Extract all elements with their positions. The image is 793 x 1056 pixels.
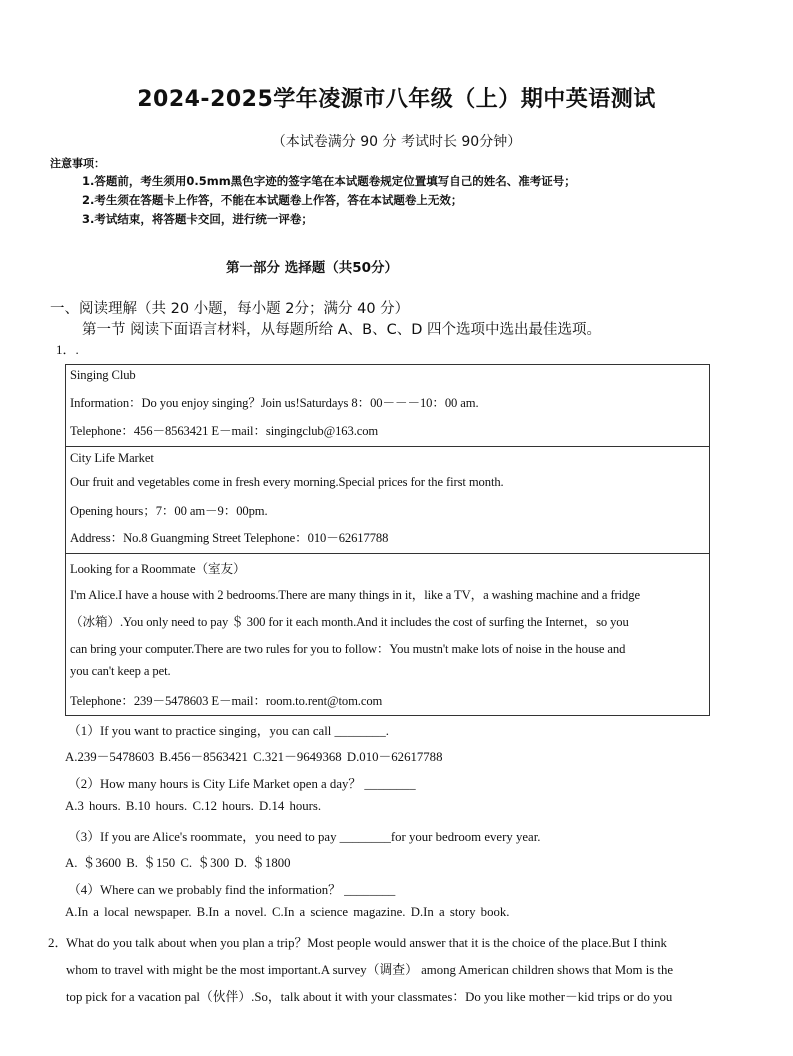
ad-line: Our fruit and vegetables come in fresh every morning.Special prices for the first month. <box>70 475 504 489</box>
ad-line: Telephone：456－8563421 E－mail：singingclub@163.com <box>70 424 379 438</box>
exam-subtitle: （本试卷满分 90 分 考试时长 90分钟） <box>271 134 522 150</box>
section-heading: 一、阅读理解（共 20 小题，每小题 2分；满分 40 分） <box>50 301 410 317</box>
ad-roommate <box>66 553 709 717</box>
subsection-instruction: 第一节 阅读下面语言材料，从每题所给 A、B、C、D 四个选项中选出最佳选项。 <box>82 322 601 338</box>
note-item-1: 1.答题前，考生须用0.5mm黑色字迹的签字笔在本试题卷规定位置填写自己的姓名、准考证号； <box>82 174 576 188</box>
ad-city-life-market <box>66 446 709 553</box>
question-1-1-options: A.239－5478603 B.456－8563421 C.321－9649368 D.010－62617788 <box>65 750 443 764</box>
question-1-4: （4）Where can we probably find the information？ ________ <box>68 883 396 897</box>
notes-heading: 注意事项： <box>50 157 105 170</box>
question-1-1: （1）If you want to practice singing，you can call ________. <box>68 724 389 738</box>
question-2-line-3: top pick for a vacation pal（伙伴）.So，talk about it with your classmates：Do you like mother－kid trips or do you <box>66 990 673 1004</box>
ad-line: Telephone：239－5478603 E－mail：room.to.rent@tom.com <box>70 694 383 708</box>
question-1-3-options: A. ＄3600 B. ＄150 C. ＄300 D. ＄1800 <box>65 856 291 870</box>
ad-line: City Life Market <box>70 451 154 465</box>
note-item-3: 3.考试结束，将答题卡交回，进行统一评卷； <box>82 212 313 226</box>
part-heading: 第一部分 选择题（共50分） <box>226 260 398 276</box>
ad-line: Address：No.8 Guangming Street Telephone：010－62617788 <box>70 531 389 545</box>
note-item-2: 2.考生须在答题卡上作答，不能在本试题卷上作答，答在本试题卷上无效； <box>82 193 463 207</box>
exam-title: 2024-2025学年凌源市八年级（上）期中英语测试 <box>137 87 656 112</box>
ad-table <box>65 364 710 716</box>
ad-line: Information：Do you enjoy singing？Join us!Saturdays 8：00－－－10：00 am. <box>70 396 479 410</box>
question-1-number: 1．. <box>56 342 79 357</box>
ad-line: Singing Club <box>70 368 136 382</box>
ad-line: can bring your computer.There are two rules for you to follow：You mustn't make lots of noise in the house and <box>70 642 626 656</box>
question-1-4-options: A.In a local newspaper. B.In a novel. C.In a science magazine. D.In a story book. <box>65 905 510 919</box>
question-2-number: 2． <box>48 935 68 950</box>
ad-line: Looking for a Roommate（室友） <box>70 562 246 576</box>
ad-line: （冰箱）.You only need to pay ＄ 300 for it each month.And it includes the cost of surfing the Internet，so you <box>70 615 629 629</box>
question-2-line-1: What do you talk about when you plan a trip？Most people would answer that it is the choice of the place.But I think <box>66 936 667 950</box>
question-1-2: （2）How many hours is City Life Market open a day？ ________ <box>68 777 416 791</box>
question-2-line-2: whom to travel with might be the most important.A survey（调查） among American children shows that Mom is the <box>66 963 674 977</box>
ad-singing-club <box>66 365 709 446</box>
ad-line: I'm Alice.I have a house with 2 bedrooms.There are many things in it，like a TV，a washing machine and a fridge <box>70 588 640 602</box>
question-1-3: （3）If you are Alice's roommate，you need to pay ________for your bedroom every year. <box>68 830 541 844</box>
ad-line: Opening hours；7：00 am－9：00pm. <box>70 504 268 518</box>
ad-line: you can't keep a pet. <box>70 664 171 678</box>
question-1-2-options: A.3 hours. B.10 hours. C.12 hours. D.14 hours. <box>65 799 322 813</box>
